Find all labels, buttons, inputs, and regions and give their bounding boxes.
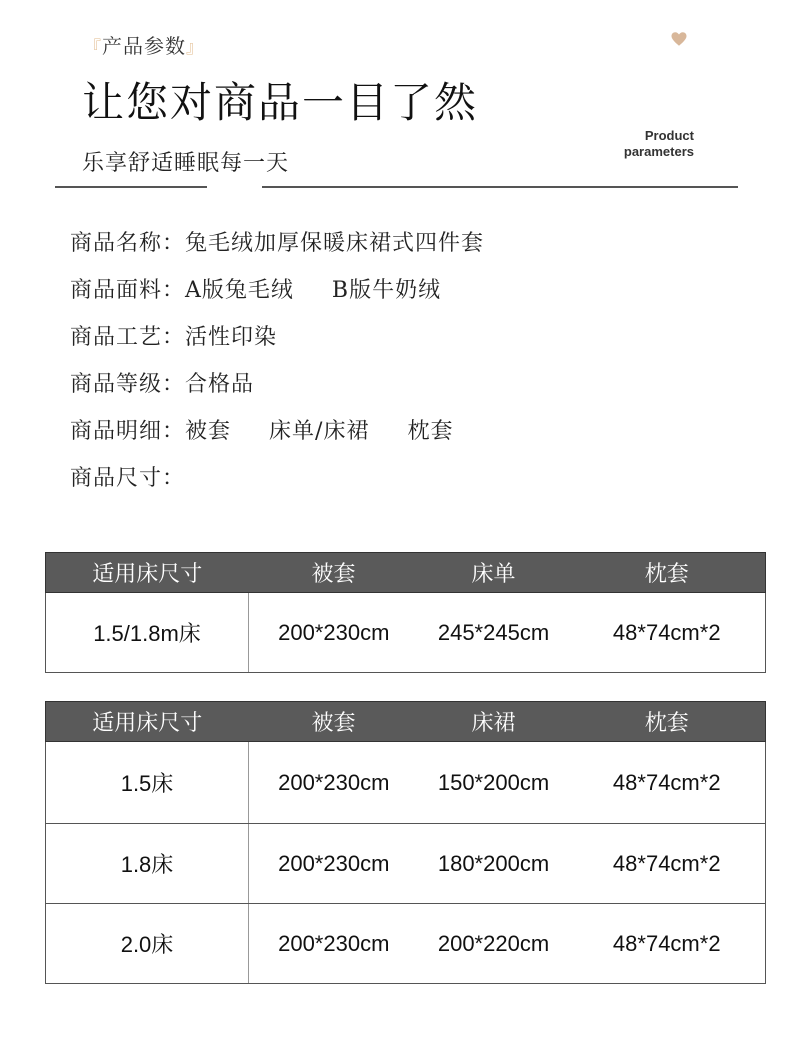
param-row [70, 359, 522, 406]
table-row [46, 904, 766, 984]
table-row [46, 593, 766, 673]
param-label: 商品尺寸： [70, 466, 186, 491]
param-label: 商品名称： [70, 231, 186, 256]
english-section-label [610, 128, 694, 160]
column-header: 适用床尺寸 [46, 553, 249, 593]
english-label-line-1: Product [644, 128, 694, 143]
column-header: 被套 [249, 702, 419, 742]
size-cell: 200*230cm [249, 593, 419, 673]
column-header: 床单 [419, 553, 569, 593]
bed-size-cell: 1.5床 [46, 742, 249, 824]
column-header: 适用床尺寸 [46, 702, 249, 742]
param-value: 活性印染 [185, 325, 278, 350]
param-label: 商品等级： [70, 372, 186, 397]
size-cell: 200*230cm [249, 824, 419, 904]
param-value: 枕套 [407, 419, 454, 444]
size-cell: 48*74cm*2 [569, 904, 766, 984]
section-tag [84, 30, 204, 59]
size-cell: 48*74cm*2 [569, 742, 766, 824]
param-value: 合格品 [185, 372, 255, 397]
tag-label: 产品参数 [102, 34, 186, 58]
size-cell: 48*74cm*2 [569, 824, 766, 904]
bed-size-cell: 2.0床 [46, 904, 249, 984]
column-header: 被套 [249, 553, 419, 593]
table-row [46, 742, 766, 824]
param-value: 兔毛绒加厚保暖床裙式四件套 [185, 231, 485, 256]
size-table-skirt [45, 701, 766, 984]
bed-size-cell: 1.8床 [46, 824, 249, 904]
param-value: 床单/床裙 [269, 419, 370, 444]
size-table-sheet [45, 552, 766, 673]
size-cell: 180*200cm [419, 824, 569, 904]
tag-bracket-close: 』 [186, 38, 204, 58]
param-label: 商品工艺： [70, 325, 186, 350]
size-cell: 200*230cm [249, 742, 419, 824]
param-value: A版兔毛绒 [185, 278, 294, 303]
english-label-line-2: parameters [623, 144, 694, 159]
size-cell: 245*245cm [419, 593, 569, 673]
param-label: 商品明细： [70, 419, 186, 444]
param-value: 被套 [185, 419, 232, 444]
param-row [70, 312, 522, 359]
size-cell: 200*220cm [419, 904, 569, 984]
page-subtitle: 乐享舒适睡眠每一天 [82, 151, 290, 176]
table-header-row [46, 553, 766, 593]
page-headline: 让您对商品一目了然 [82, 78, 479, 127]
table-header-row [46, 702, 766, 742]
divider-right [262, 186, 738, 188]
column-header: 枕套 [569, 702, 766, 742]
param-row [70, 218, 522, 265]
param-label: 商品面料： [70, 278, 186, 303]
column-header: 床裙 [419, 702, 569, 742]
size-cell: 48*74cm*2 [569, 593, 766, 673]
heart-icon [670, 30, 688, 48]
product-params-list [70, 218, 522, 500]
param-row [70, 406, 522, 453]
table-row [46, 824, 766, 904]
bed-size-cell: 1.5/1.8m床 [46, 593, 249, 673]
param-row [70, 453, 522, 500]
divider-left [55, 186, 207, 188]
param-row [70, 265, 522, 312]
tag-bracket-open: 『 [84, 38, 102, 58]
param-value: B版牛奶绒 [331, 278, 442, 303]
size-cell: 200*230cm [249, 904, 419, 984]
column-header: 枕套 [569, 553, 766, 593]
size-cell: 150*200cm [419, 742, 569, 824]
